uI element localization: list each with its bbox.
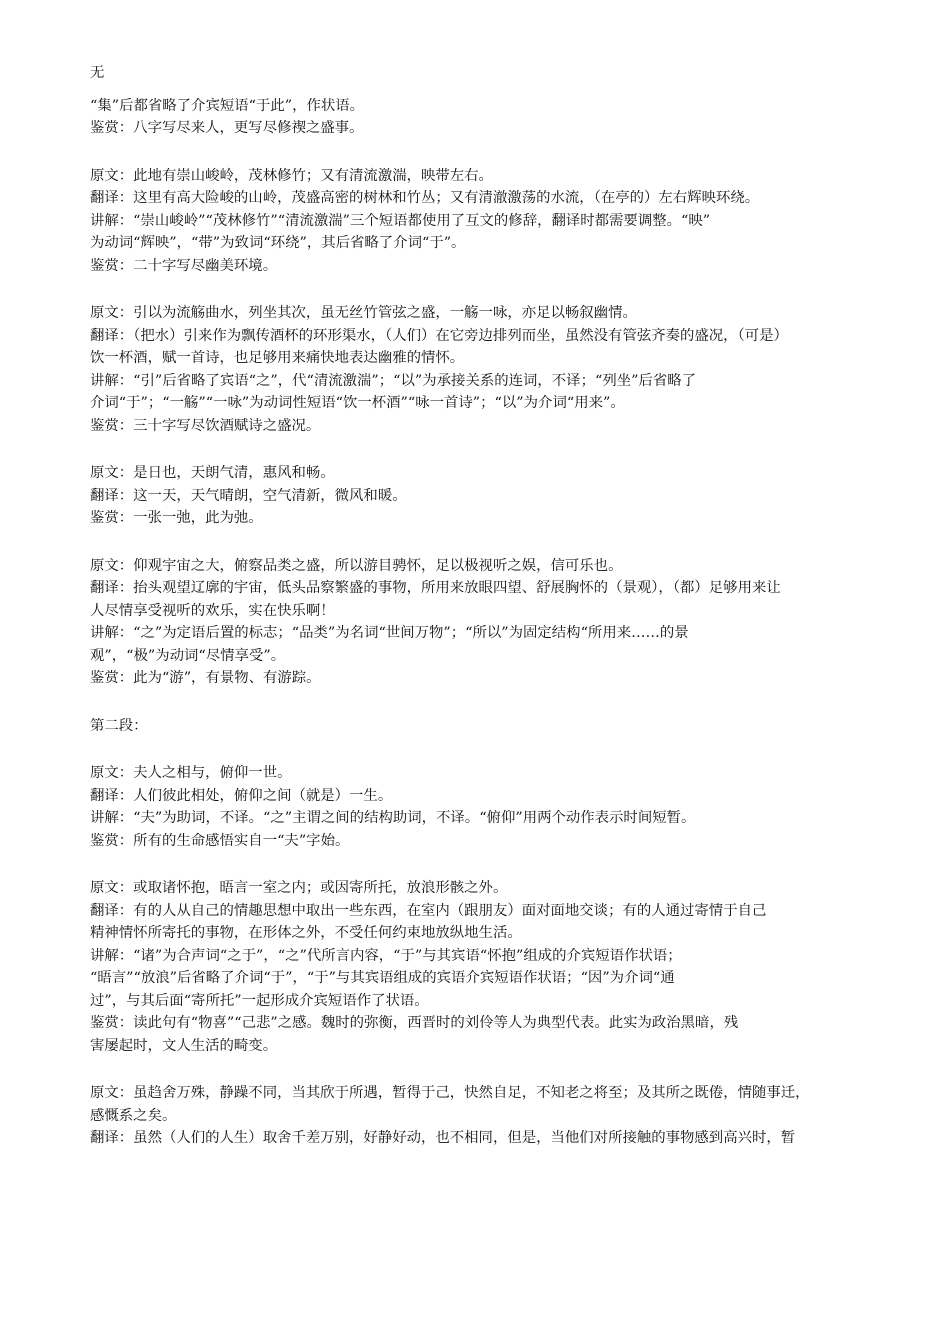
- top-word: 无: [90, 65, 105, 81]
- original-line: 原文：夫人之相与，俯仰一世。: [90, 765, 292, 781]
- translation-line: 人尽情享受视听的欢乐，实在快乐啊！: [90, 602, 335, 619]
- section-heading-block: [90, 715, 870, 738]
- translation-line: 饮一杯酒，赋一首诗，也足够用来痛快地表达幽雅的情怀。: [90, 350, 465, 366]
- spacer: [90, 740, 870, 762]
- spacer: [90, 533, 870, 555]
- translation-line: 翻译：（把水）引来作为飘传酒杯的环形渠水，（人们）在它旁边排列而坐，虽然没有管弦齐奏的盛况，（可是）: [90, 327, 788, 344]
- explanation-line: 讲解：“引”后省略了宾语“之”，代“清流激湍”；“以”为承接关系的连词，不译；“列坐”后省略了: [90, 372, 697, 389]
- section-5: [90, 555, 870, 690]
- document-page: [90, 62, 870, 1153]
- appreciation-line: 鉴赏：二十字写尽幽美环境。: [90, 257, 278, 274]
- explanation-line: 介词“于”；“一觞”“一咏”为动词性短语“饮一杯酒”“咏一首诗”；“以”为介词“用来”。: [90, 395, 625, 411]
- original-line: 原文：引以为流觞曲水，列坐其次，虽无丝竹管弦之盛，一觞一咏，亦足以畅叙幽情。: [90, 305, 637, 321]
- appreciation-line: 鉴赏：所有的生命感悟实自一“夫”字始。: [90, 832, 350, 849]
- spacer: [90, 143, 870, 165]
- explanation-line: 讲解：“夫”为助词，不译。“之”主谓之间的结构助词，不译。“俯仰”用两个动作表示时间短暂。: [90, 810, 696, 826]
- section-heading: 第二段：: [90, 717, 148, 734]
- appreciation-line: 鉴赏：一张一弛，此为弛。: [90, 510, 263, 526]
- original-line: 原文：仰观宇宙之大，俯察品类之盛，所以游目骋怀，足以极视听之娱，信可乐也。: [90, 557, 623, 574]
- spacer: [90, 280, 870, 302]
- explanation-line: 讲解：“之”为定语后置的标志；“品类”为名词“世间万物”；“所以”为固定结构“所用来……的景: [90, 625, 689, 641]
- explanation-line: 讲解：“诸”为合声词“之于”，“之”代所言内容，“于”与其宾语“怀抱”组成的介宾短语作状语；: [90, 947, 682, 964]
- explanation-line: 讲解：“崇山峻岭”“茂林修竹”“清流激湍”三个短语都使用了互文的修辞，翻译时都需要调整。“映”: [90, 212, 711, 229]
- translation-line: 翻译：虽然（人们的人生）取舍千差万别，好静好动，也不相同，但是，当他们对所接触的事物感到高兴时，暂: [90, 1130, 796, 1146]
- section-4: [90, 462, 870, 530]
- appreciation-line: 鉴赏：读此句有“物喜”“己悲”之感。魏时的弥衡，西晋时的刘伶等人为典型代表。此实为政治黑暗，残: [90, 1015, 739, 1031]
- original-line: 原文：是日也，天朗气清，惠风和畅。: [90, 465, 335, 481]
- spacer: [90, 855, 870, 877]
- original-line: 原文：或取诸怀抱，晤言一室之内；或因寄所托，放浪形骸之外。: [90, 880, 508, 896]
- explanation-line: “晤言”“放浪”后省略了介词“于”，“于”与其宾语组成的宾语介宾短语作状语；“因”为介词“通: [90, 970, 675, 986]
- section-6: [90, 762, 870, 852]
- section-1: [90, 95, 870, 140]
- explanation-line: 观”，“极”为动词“尽情享受”。: [90, 647, 286, 664]
- original-line: 原文：虽趋舍万殊，静躁不同，当其欣于所遇，暂得于己，快然自足，不知老之将至；及其所之既倦，情随事迁，: [90, 1085, 810, 1101]
- section-8: [90, 1082, 870, 1150]
- appreciation-line: 害屡起时，文人生活的畸变。: [90, 1037, 278, 1054]
- translation-line: 翻译：有的人从自己的情趣思想中取出一些东西，在室内（跟朋友）面对面地交谈；有的人通过寄情于自己: [90, 902, 767, 919]
- explanation-line: 为动词“辉映”，“带”为致词“环绕”，其后省略了介词“于”。: [90, 235, 466, 251]
- translation-line: 翻译：人们彼此相处，俯仰之间（就是）一生。: [90, 787, 393, 804]
- translation-line: 翻译：抬头观望辽廓的宇宙，低头品察繁盛的事物，所用来放眼四望、舒展胸怀的（景观），（都）足够用来让: [90, 580, 781, 596]
- spacer: [90, 440, 870, 462]
- translation-line: 精神情怀所寄托的事物，在形体之外，不受任何约束地放纵地生活。: [90, 925, 522, 941]
- original-line: 原文：此地有崇山峻岭，茂林修竹；又有清流激湍，映带左右。: [90, 167, 493, 184]
- spacer: [90, 1060, 870, 1082]
- spacer: [90, 693, 870, 715]
- section-3: [90, 302, 870, 437]
- explanation-line: 过”，与其后面“寄所托”一起形成介宾短语作了状语。: [90, 992, 429, 1009]
- note-line: “集”后都省略了介宾短语“于此”，作状语。: [90, 97, 365, 114]
- original-line: 感慨系之矣。: [90, 1107, 177, 1124]
- translation-line: 翻译：这一天，天气晴朗，空气清新，微风和暖。: [90, 487, 407, 504]
- section-2: [90, 165, 870, 278]
- appreciation-line: 鉴赏：此为“游”，有景物、有游踪。: [90, 670, 321, 686]
- section-7: [90, 877, 870, 1057]
- appreciation-line: 鉴赏：八字写尽来人，更写尽修禊之盛事。: [90, 120, 364, 136]
- appreciation-line: 鉴赏：三十字写尽饮酒赋诗之盛况。: [90, 417, 321, 434]
- translation-line: 翻译：这里有高大险峻的山岭，茂盛高密的树林和竹丛；又有清澈激荡的水流，（在亭的）左右辉映环绕。: [90, 190, 760, 206]
